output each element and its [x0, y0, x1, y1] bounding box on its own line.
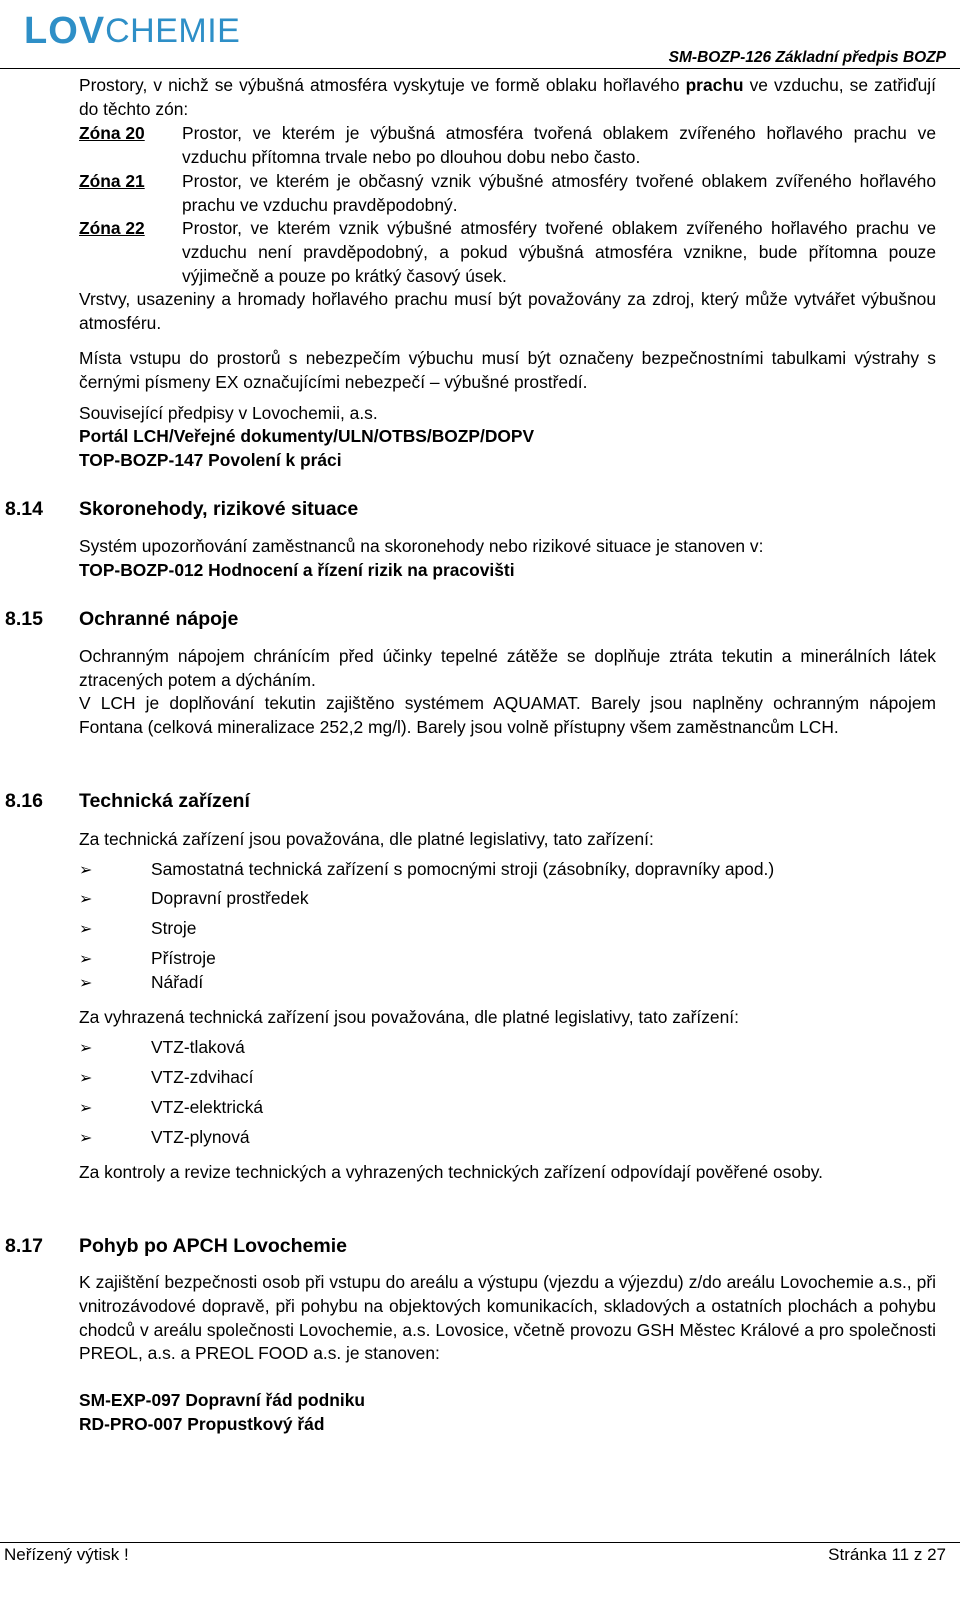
bullet-arrow-icon: ➢ [79, 921, 93, 938]
zone-text: Prostor, ve kterém vznik výbušné atmosféry tvořené oblakem zvířeného hořlavého prachu ve vzduchu není pravděpodobný, a pokud výbušná atmosféra vznikne, bude přítomna pouze výjimečně a pouze po krátký časový úsek. [182, 218, 936, 286]
bullet-arrow-icon: ➢ [79, 1130, 93, 1147]
bullet-arrow-icon: ➢ [79, 1070, 93, 1087]
logo-text-lov: LOV [24, 10, 106, 52]
related-doc-link[interactable]: Portál LCH/Veřejné dokumenty/ULN/OTBS/BOZP/DOPV [79, 426, 535, 446]
section-8-16-outro: Za kontroly a revize technických a vyhrazených technických zařízení odpovídají pověřené osoby. [79, 1162, 823, 1182]
page-header [0, 0, 960, 72]
section-8-14-text: Systém upozorňování zaměstnanců na skoronehody nebo rizikové situace je stanoven v: [79, 536, 764, 556]
section-heading-8-16: 8.16 Technická zařízení [5, 790, 250, 812]
lovochemie-logo [24, 10, 240, 52]
zone-22 [79, 217, 936, 288]
layers-paragraph: Vrstvy, usazeniny a hromady hořlavého prachu musí být považovány za zdroj, který může vytvářet výbušnou atmosféru. [79, 289, 936, 333]
zone-21 [79, 170, 936, 218]
zone-text: Prostor, ve kterém je výbušná atmosféra tvořená oblakem zvířeného hořlavého prachu ve vzduchu přítomna trvale nebo po dlouhou dobu nebo často. [182, 123, 936, 167]
zone-text: Prostor, ve kterém je občasný vznik výbušné atmosféry tvořené oblakem zvířeného hořlavého prachu ve vzduchu pravděpodobný. [182, 171, 936, 215]
list-item: ➢ VTZ-zdvihací [79, 1065, 253, 1091]
document-code: SM-BOZP-126 Základní předpis BOZP [668, 49, 946, 66]
section-heading-8-15: 8.15 Ochranné nápoje [5, 608, 239, 630]
bullet-arrow-icon: ➢ [79, 891, 93, 908]
zone-20 [79, 122, 936, 170]
logo-text-chemie: CHEMIE [105, 12, 241, 50]
zone-label: Zóna 20 [79, 123, 145, 143]
bullet-arrow-icon: ➢ [79, 862, 93, 879]
zone-label: Zóna 22 [79, 218, 145, 238]
list-item: ➢ VTZ-plynová [79, 1125, 250, 1151]
section-heading-8-14: 8.14 Skoronehody, rizikové situace [5, 498, 359, 520]
bullet-arrow-icon: ➢ [79, 1100, 93, 1117]
section-8-15-text-b: V LCH je doplňování tekutin zajištěno systémem AQUAMAT. Barely jsou naplněny ochranným nápojem Fontana (celková mineralizace 252,2 mg/l). Barely jsou volně přístupny všem zaměstnancům LCH. [79, 693, 936, 737]
zone-label: Zóna 21 [79, 171, 145, 191]
list-item: ➢ VTZ-tlaková [79, 1035, 245, 1061]
related-title: Související předpisy v Lovochemii, a.s. [79, 403, 378, 423]
entry-paragraph: Místa vstupu do prostorů s nebezpečím výbuchu musí být označeny bezpečnostními tabulkami výstrahy s černými písmeny EX označujícími nebezpečí – výbušné prostředí. [79, 348, 936, 392]
section-heading-8-17: 8.17 Pohyb po APCH Lovochemie [5, 1235, 347, 1257]
list-item: ➢ VTZ-elektrická [79, 1095, 263, 1121]
intro-paragraph: Prostory, v nichž se výbušná atmosféra vyskytuje ve formě oblaku hořlavého prachu ve vzduchu, se zatřiďují do těchto zón: [79, 75, 936, 119]
uncontrolled-copy-note: Neřízený výtisk ! [4, 1545, 129, 1564]
list-item: ➢ Přístroje [79, 946, 216, 972]
section-8-16-intro-a: Za technická zařízení jsou považována, dle platné legislativy, tato zařízení: [79, 829, 654, 849]
section-8-15-text-a: Ochranným nápojem chránícím před účinky tepelné zátěže se doplňuje ztráta tekutin a minerálních látek ztracených potem a dýcháním. [79, 646, 936, 690]
page-number: Stránka 11 z 27 [828, 1545, 946, 1564]
list-item: ➢ Dopravní prostředek [79, 886, 309, 912]
related-doc-link[interactable]: TOP-BOZP-147 Povolení k práci [79, 450, 342, 470]
bullet-arrow-icon: ➢ [79, 975, 93, 992]
list-item: ➢ Stroje [79, 916, 196, 942]
list-item: ➢ Nářadí [79, 970, 203, 996]
section-8-17-text: K zajištění bezpečnosti osob při vstupu do areálu a výstupu (vjezdu a výjezdu) z/do areálu Lovochemie a.s., při vnitrozávodové dopravě, při pohybu na objektových komunikacích, skladových a ostatních plochách a pohybu chodců v areálu společnosti Lovochemie, a.s. Lovosice, včetně provozu GSH Městec Králové a pro společnosti PREOL, a.s. a PREOL FOOD a.s. je stanoven: [79, 1272, 936, 1364]
list-item: ➢ Samostatná technická zařízení s pomocnými stroji (zásobníky, dopravníky apod.) [79, 857, 774, 883]
bullet-arrow-icon: ➢ [79, 1040, 93, 1057]
footer-divider [0, 1542, 960, 1543]
section-8-14-ref: TOP-BOZP-012 Hodnocení a řízení rizik na pracovišti [79, 560, 515, 580]
section-8-17-ref: RD-PRO-007 Propustkový řád [79, 1414, 325, 1434]
section-8-16-intro-b: Za vyhrazená technická zařízení jsou považována, dle platné legislativy, tato zařízení: [79, 1007, 739, 1027]
header-divider [0, 68, 960, 69]
section-8-17-ref: SM-EXP-097 Dopravní řád podniku [79, 1390, 366, 1410]
bullet-arrow-icon: ➢ [79, 951, 93, 968]
